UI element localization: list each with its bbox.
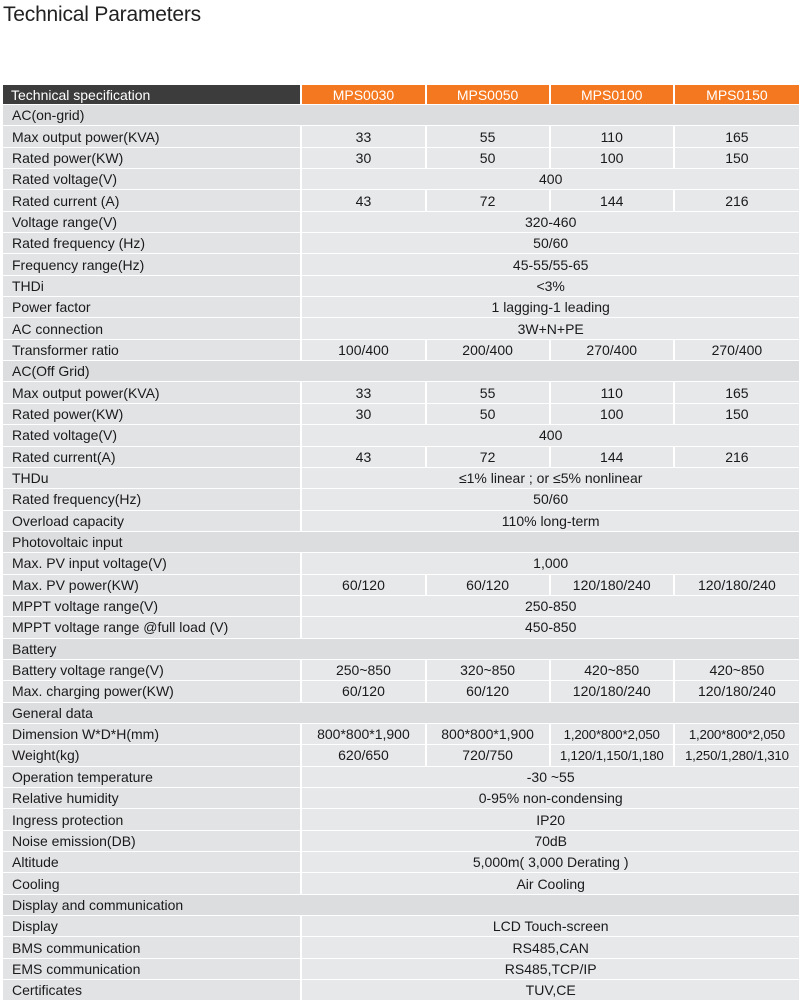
table-row bbox=[3, 489, 799, 510]
cell-value: 60/120 bbox=[302, 681, 426, 702]
column-header-model: MPS0150 bbox=[675, 85, 799, 105]
table-row bbox=[3, 126, 799, 147]
cell-value-merged: 1,000 bbox=[302, 553, 799, 574]
table-row bbox=[3, 617, 799, 638]
cell-value: 120/180/240 bbox=[675, 575, 799, 596]
cell-value-merged: -30 ~55 bbox=[302, 767, 799, 788]
section-title: Photovoltaic input bbox=[3, 532, 799, 553]
row-label: Rated power(KW) bbox=[3, 148, 302, 169]
row-label: Power factor bbox=[3, 297, 302, 318]
cell-value: 165 bbox=[675, 126, 799, 147]
section-row bbox=[3, 532, 799, 553]
row-label: Ingress protection bbox=[3, 809, 302, 830]
cell-value: 165 bbox=[675, 382, 799, 403]
cell-value: 55 bbox=[427, 382, 551, 403]
cell-value-merged: 70dB bbox=[302, 831, 799, 852]
row-label: Max. PV input voltage(V) bbox=[3, 553, 302, 574]
cell-value: 72 bbox=[427, 190, 551, 211]
cell-value: 100/400 bbox=[302, 340, 426, 361]
column-header-model: MPS0030 bbox=[302, 85, 426, 105]
table-row bbox=[3, 468, 799, 489]
row-label: MPPT voltage range(V) bbox=[3, 596, 302, 617]
cell-value: 250~850 bbox=[302, 660, 426, 681]
column-header-model: MPS0100 bbox=[551, 85, 675, 105]
row-label: Max. charging power(KW) bbox=[3, 681, 302, 702]
row-label: Max output power(KVA) bbox=[3, 126, 302, 147]
table-row bbox=[3, 937, 799, 958]
cell-value-merged: RS485,TCP/IP bbox=[302, 959, 799, 980]
table-row bbox=[3, 831, 799, 852]
cell-value-merged: 50/60 bbox=[302, 233, 799, 254]
table-row bbox=[3, 511, 799, 532]
row-label: Frequency range(Hz) bbox=[3, 254, 302, 275]
row-label: Relative humidity bbox=[3, 788, 302, 809]
cell-value-merged: 400 bbox=[302, 169, 799, 190]
cell-value: 720/750 bbox=[427, 745, 551, 766]
cell-value: 200/400 bbox=[427, 340, 551, 361]
cell-value: 1,200*800*2,050 bbox=[551, 724, 675, 745]
table-row bbox=[3, 767, 799, 788]
cell-value: 110 bbox=[551, 382, 675, 403]
page-title: Technical Parameters bbox=[3, 3, 201, 26]
row-label: Display bbox=[3, 916, 302, 937]
row-label: Rated voltage(V) bbox=[3, 425, 302, 446]
cell-value-merged: ≤1% linear ; or ≤5% nonlinear bbox=[302, 468, 799, 489]
cell-value-merged: 320-460 bbox=[302, 212, 799, 233]
cell-value-merged: RS485,CAN bbox=[302, 937, 799, 958]
cell-value-merged: Air Cooling bbox=[302, 873, 799, 894]
row-label: Altitude bbox=[3, 852, 302, 873]
section-title: Battery bbox=[3, 639, 799, 660]
cell-value: 50 bbox=[427, 404, 551, 425]
cell-value-merged: <3% bbox=[302, 276, 799, 297]
table-row bbox=[3, 340, 799, 361]
table-row bbox=[3, 916, 799, 937]
cell-value: 270/400 bbox=[551, 340, 675, 361]
table-row bbox=[3, 745, 799, 766]
row-label: AC connection bbox=[3, 318, 302, 339]
row-label: Weight(kg) bbox=[3, 745, 302, 766]
table-row bbox=[3, 190, 799, 211]
row-label: Dimension W*D*H(mm) bbox=[3, 724, 302, 745]
cell-value: 800*800*1,900 bbox=[302, 724, 426, 745]
cell-value: 55 bbox=[427, 126, 551, 147]
cell-value-merged: 1 lagging-1 leading bbox=[302, 297, 799, 318]
cell-value-merged: IP20 bbox=[302, 809, 799, 830]
cell-value: 620/650 bbox=[302, 745, 426, 766]
cell-value: 800*800*1,900 bbox=[427, 724, 551, 745]
spec-table bbox=[3, 85, 799, 1001]
cell-value: 120/180/240 bbox=[551, 681, 675, 702]
table-row bbox=[3, 660, 799, 681]
spec-table-body bbox=[3, 105, 799, 1001]
table-row bbox=[3, 575, 799, 596]
row-label: Noise emission(DB) bbox=[3, 831, 302, 852]
row-label: Rated voltage(V) bbox=[3, 169, 302, 190]
section-row bbox=[3, 639, 799, 660]
table-row bbox=[3, 980, 799, 1001]
row-label: Operation temperature bbox=[3, 767, 302, 788]
table-row bbox=[3, 297, 799, 318]
cell-value: 43 bbox=[302, 190, 426, 211]
cell-value-merged: 450-850 bbox=[302, 617, 799, 638]
section-title: AC(Off Grid) bbox=[3, 361, 799, 382]
cell-value: 50 bbox=[427, 148, 551, 169]
section-row bbox=[3, 105, 799, 126]
table-row bbox=[3, 148, 799, 169]
section-row bbox=[3, 703, 799, 724]
column-header-model: MPS0050 bbox=[427, 85, 551, 105]
table-row bbox=[3, 404, 799, 425]
row-label: Voltage range(V) bbox=[3, 212, 302, 233]
row-label: Rated power(KW) bbox=[3, 404, 302, 425]
table-row bbox=[3, 553, 799, 574]
cell-value: 33 bbox=[302, 126, 426, 147]
row-label: Max. PV power(KW) bbox=[3, 575, 302, 596]
cell-value: 72 bbox=[427, 447, 551, 468]
cell-value: 1,120/1,150/1,180 bbox=[551, 745, 675, 766]
row-label: Transformer ratio bbox=[3, 340, 302, 361]
cell-value: 420~850 bbox=[551, 660, 675, 681]
cell-value-merged: 110% long-term bbox=[302, 511, 799, 532]
cell-value: 30 bbox=[302, 404, 426, 425]
cell-value-merged: 45-55/55-65 bbox=[302, 254, 799, 275]
cell-value: 33 bbox=[302, 382, 426, 403]
cell-value: 150 bbox=[675, 148, 799, 169]
cell-value: 144 bbox=[551, 190, 675, 211]
row-label: Max output power(KVA) bbox=[3, 382, 302, 403]
cell-value: 1,200*800*2,050 bbox=[675, 724, 799, 745]
section-row bbox=[3, 895, 799, 916]
row-label: Battery voltage range(V) bbox=[3, 660, 302, 681]
cell-value: 110 bbox=[551, 126, 675, 147]
cell-value: 216 bbox=[675, 190, 799, 211]
row-label: Rated frequency(Hz) bbox=[3, 489, 302, 510]
cell-value: 1,250/1,280/1,310 bbox=[675, 745, 799, 766]
row-label: THDi bbox=[3, 276, 302, 297]
section-title: Display and communication bbox=[3, 895, 799, 916]
column-header-spec: Technical specification bbox=[3, 85, 302, 105]
cell-value: 120/180/240 bbox=[675, 681, 799, 702]
table-row bbox=[3, 318, 799, 339]
cell-value: 60/120 bbox=[302, 575, 426, 596]
table-row bbox=[3, 276, 799, 297]
table-header-row bbox=[3, 85, 799, 105]
cell-value-merged: 0-95% non-condensing bbox=[302, 788, 799, 809]
row-label: MPPT voltage range @full load (V) bbox=[3, 617, 302, 638]
section-title: AC(on-grid) bbox=[3, 105, 799, 126]
cell-value-merged: 3W+N+PE bbox=[302, 318, 799, 339]
table-row bbox=[3, 852, 799, 873]
cell-value: 100 bbox=[551, 404, 675, 425]
row-label: Rated frequency (Hz) bbox=[3, 233, 302, 254]
cell-value: 30 bbox=[302, 148, 426, 169]
table-row bbox=[3, 212, 799, 233]
cell-value-merged: LCD Touch-screen bbox=[302, 916, 799, 937]
row-label: EMS communication bbox=[3, 959, 302, 980]
table-row bbox=[3, 233, 799, 254]
cell-value-merged: TUV,CE bbox=[302, 980, 799, 1001]
table-row bbox=[3, 681, 799, 702]
cell-value: 120/180/240 bbox=[551, 575, 675, 596]
cell-value-merged: 5,000m( 3,000 Derating ) bbox=[302, 852, 799, 873]
table-row bbox=[3, 959, 799, 980]
cell-value: 270/400 bbox=[675, 340, 799, 361]
cell-value-merged: 250-850 bbox=[302, 596, 799, 617]
table-row bbox=[3, 809, 799, 830]
row-label: Certificates bbox=[3, 980, 302, 1001]
cell-value: 420~850 bbox=[675, 660, 799, 681]
table-row bbox=[3, 382, 799, 403]
row-label: Cooling bbox=[3, 873, 302, 894]
cell-value-merged: 400 bbox=[302, 425, 799, 446]
table-row bbox=[3, 254, 799, 275]
section-row bbox=[3, 361, 799, 382]
row-label: Rated current (A) bbox=[3, 190, 302, 211]
cell-value: 60/120 bbox=[427, 575, 551, 596]
cell-value: 320~850 bbox=[427, 660, 551, 681]
table-row bbox=[3, 425, 799, 446]
table-row bbox=[3, 169, 799, 190]
cell-value: 100 bbox=[551, 148, 675, 169]
section-title: General data bbox=[3, 703, 799, 724]
cell-value: 43 bbox=[302, 447, 426, 468]
row-label: BMS communication bbox=[3, 937, 302, 958]
row-label: THDu bbox=[3, 468, 302, 489]
table-row bbox=[3, 596, 799, 617]
table-row bbox=[3, 447, 799, 468]
table-row bbox=[3, 724, 799, 745]
table-row bbox=[3, 873, 799, 894]
cell-value: 216 bbox=[675, 447, 799, 468]
cell-value-merged: 50/60 bbox=[302, 489, 799, 510]
table-row bbox=[3, 788, 799, 809]
cell-value: 60/120 bbox=[427, 681, 551, 702]
cell-value: 150 bbox=[675, 404, 799, 425]
row-label: Overload capacity bbox=[3, 511, 302, 532]
cell-value: 144 bbox=[551, 447, 675, 468]
row-label: Rated current(A) bbox=[3, 447, 302, 468]
